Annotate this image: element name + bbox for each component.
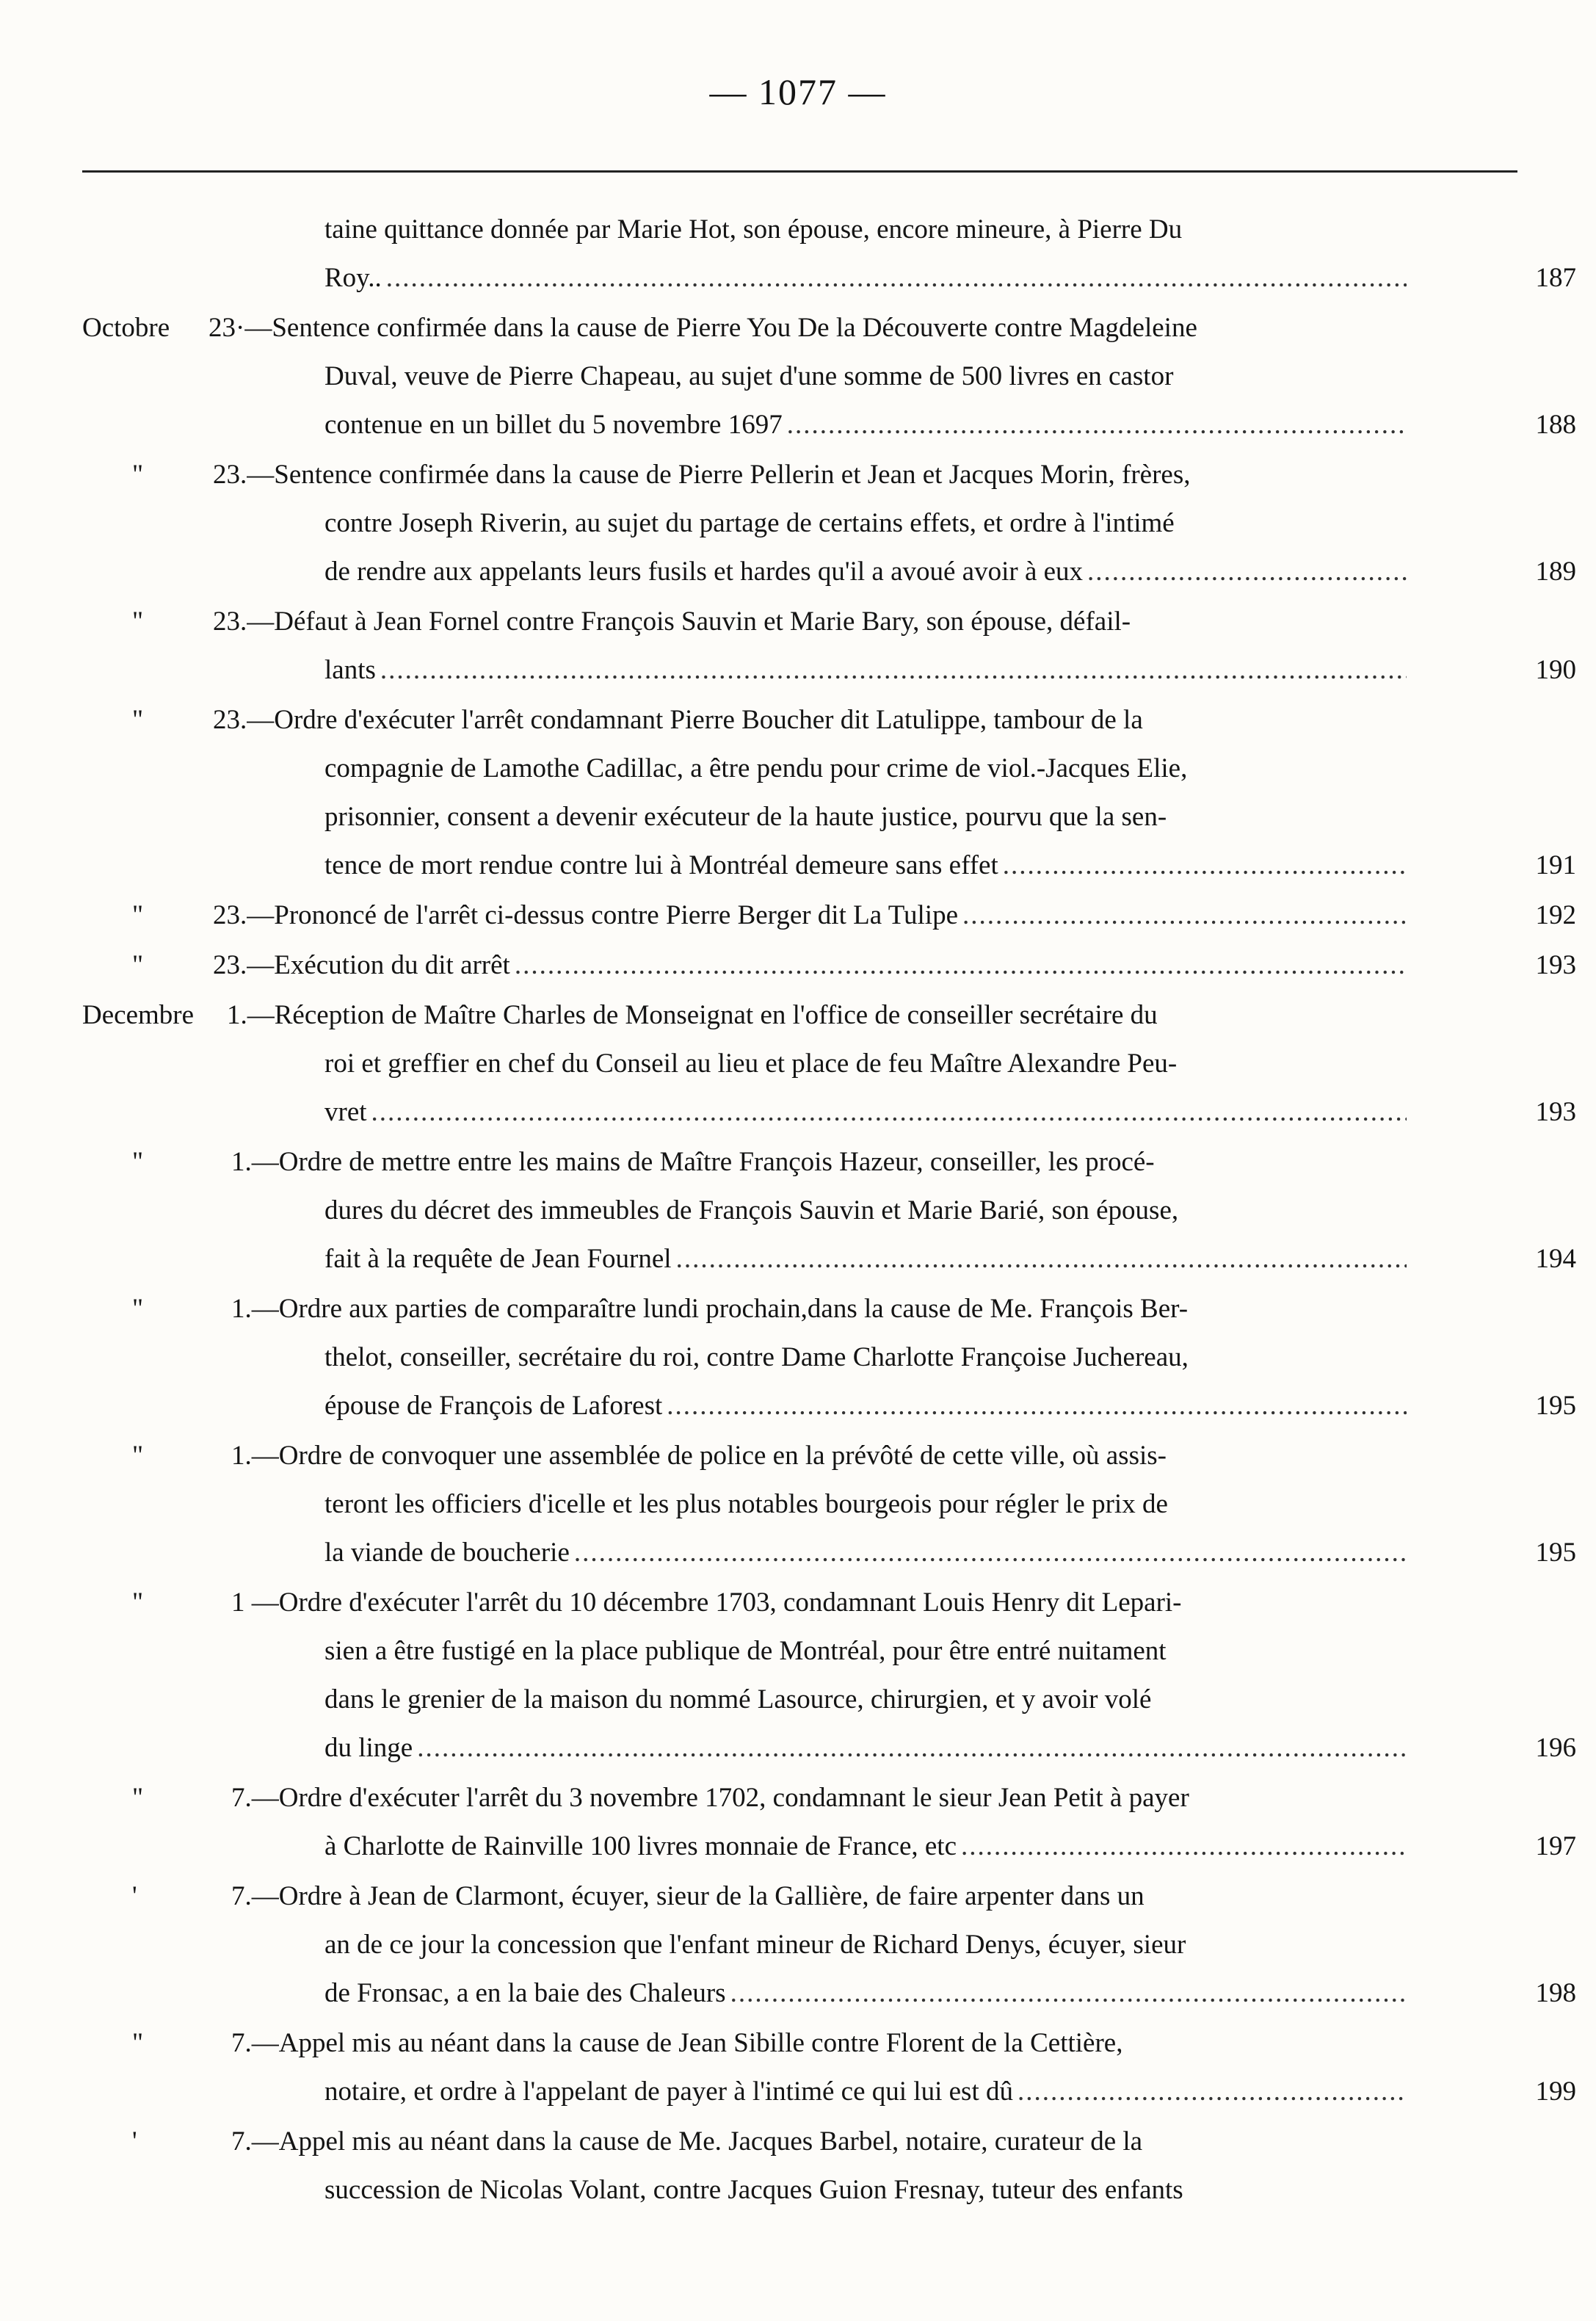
entry-lead-line: 1.—Ordre aux parties de comparaître lundi prochain,dans la cause de Me. François Ber- [231, 1294, 1189, 1324]
entry-last-line [324, 1382, 1576, 1430]
entry-line: compagnie de Lamothe Cadillac, a être pendu pour crime de viol.-Jacques Elie, [324, 753, 1188, 783]
page-reference: 187 [1535, 263, 1576, 293]
entry [82, 2118, 1517, 2215]
leader-dots [962, 891, 1406, 940]
ditto-mark: " [132, 1147, 144, 1177]
entry [82, 1432, 1576, 1577]
entry [82, 451, 1576, 596]
ditto-mark: ' [132, 2126, 137, 2157]
entry-line: taine quittance donnée par Marie Hot, son épouse, encore mineure, à Pierre Du [324, 214, 1183, 245]
entry-last-text: de rendre aux appelants leurs fusils et hardes qu'il a avoué avoir à eux [324, 557, 1084, 587]
ditto-mark: ' [132, 1881, 137, 1911]
entry-last-text: lants [324, 655, 376, 685]
entry [82, 1872, 1576, 2018]
ditto-mark: " [132, 705, 144, 735]
ditto-mark: " [132, 1441, 144, 1471]
entry-line: dures du décret des immeubles de François Sauvin et Marie Barié, son épouse, [324, 1195, 1179, 1225]
entry-last-line [324, 646, 1576, 695]
leader-dots [787, 401, 1407, 449]
entry-last-line [324, 401, 1576, 449]
entry-body [231, 1432, 1576, 1577]
page-reference: 188 [1535, 410, 1576, 440]
entry-last-line [324, 1529, 1576, 1577]
entry [82, 1138, 1576, 1283]
entry-last-text: notaire, et ordre à l'appelant de payer à l'intimé ce qui lui est dû [324, 2076, 1013, 2107]
entry-last-line [324, 1822, 1576, 1871]
entry-lead-line: 7.—Ordre d'exécuter l'arrêt du 3 novembre 1702, condamnant le sieur Jean Petit à payer [231, 1783, 1189, 1813]
entry-body [231, 1579, 1576, 1773]
entry [82, 1774, 1576, 1871]
ditto-mark: " [132, 1294, 144, 1324]
page-reference: 191 [1535, 850, 1576, 880]
leader-dots [515, 941, 1407, 990]
entry-last-line [324, 841, 1576, 890]
entry-last-text: fait à la requête de Jean Fournel [324, 1244, 672, 1274]
entry-last-line [324, 1088, 1576, 1137]
entry-last-text: de Fronsac, a en la baie des Chaleurs [324, 1978, 726, 2008]
page-reference: 192 [1535, 900, 1576, 930]
entry [82, 696, 1576, 890]
entry-lead-text: 23.—Exécution du dit arrêt [213, 950, 510, 980]
entry-body [231, 2019, 1576, 2116]
entry-last-text: tence de mort rendue contre lui à Montréal demeure sans effet [324, 850, 998, 880]
entry [82, 304, 1576, 449]
leader-dots [574, 1529, 1407, 1577]
entry [82, 991, 1576, 1137]
entry-line: prisonnier, consent a devenir exécuteur de la haute justice, pourvu que la sen- [324, 802, 1167, 832]
entry-lead-line: 23.—Sentence confirmée dans la cause de Pierre Pellerin et Jean et Jacques Morin, frères, [213, 460, 1191, 490]
entry-body [227, 991, 1576, 1137]
leader-dots [1003, 841, 1407, 890]
entry-month: Decembre [82, 1000, 195, 1030]
entry-body [213, 451, 1576, 596]
entry [82, 891, 1576, 940]
leader-dots [676, 1235, 1407, 1283]
entry-lead-line: 7.—Appel mis au néant dans la cause de Me. Jacques Barbel, notaire, curateur de la [231, 2126, 1143, 2157]
entry-lead-line: 7.—Appel mis au néant dans la cause de Jean Sibille contre Florent de la Cettière, [231, 2028, 1123, 2058]
entry-line: teront les officiers d'icelle et les plus notables bourgeois pour régler le prix de [324, 1489, 1168, 1519]
entry-last-text: vret [324, 1097, 367, 1127]
leader-dots [667, 1382, 1406, 1430]
entry-last-line [324, 2068, 1576, 2116]
ditto-mark: " [132, 606, 144, 637]
page-reference: 196 [1535, 1733, 1576, 1763]
entry-body [231, 2118, 1517, 2215]
leader-dots [417, 1724, 1406, 1773]
entry-lead-line: 7.—Ordre à Jean de Clarmont, écuyer, sieur de la Gallière, de faire arpenter dans un [231, 1881, 1145, 1911]
entry [82, 598, 1576, 695]
entry-line: an de ce jour la concession que l'enfant mineur de Richard Denys, écuyer, sieur [324, 1930, 1186, 1960]
entry-body [213, 941, 1576, 990]
ditto-mark: " [132, 950, 144, 980]
entry-lead-line: 1 —Ordre d'exécuter l'arrêt du 10 décembre 1703, condamnant Louis Henry dit Lepari- [231, 1587, 1182, 1618]
entry-body [231, 1285, 1576, 1430]
page-reference: 198 [1535, 1978, 1576, 2008]
entries-list [82, 206, 1576, 2216]
page-reference: 195 [1535, 1538, 1576, 1568]
entry-last-line [324, 1969, 1576, 2018]
entry-lead-line [213, 891, 1576, 940]
entry-last-text: contenue en un billet du 5 novembre 1697 [324, 410, 783, 440]
entry-last-text: à Charlotte de Rainville 100 livres monnaie de France, etc [324, 1831, 957, 1861]
entry-lead-line: 1.—Réception de Maître Charles de Monseignat en l'office de conseiller secrétaire du [227, 1000, 1158, 1030]
entry-last-text: Roy.. [324, 263, 382, 293]
entry-line: dans le grenier de la maison du nommé Lasource, chirurgien, et y avoir volé [324, 1684, 1152, 1715]
entry-line: Duval, veuve de Pierre Chapeau, au sujet d'une somme de 500 livres en castor [324, 361, 1174, 391]
ditto-mark: " [132, 460, 144, 490]
entry-month: Octobre [82, 313, 170, 343]
entry-last-line [324, 1235, 1576, 1283]
entry [82, 1579, 1576, 1773]
entry-last-line [324, 254, 1576, 303]
entry-line: thelot, conseiller, secrétaire du roi, contre Dame Charlotte Françoise Juchereau, [324, 1342, 1189, 1372]
entry-body [213, 696, 1576, 890]
entry-lead-line: 1.—Ordre de convoquer une assemblée de police en la prévôté de cette ville, où assis- [231, 1441, 1167, 1471]
page-reference: 199 [1535, 2076, 1576, 2107]
leader-dots [730, 1969, 1407, 2018]
entry-body [213, 598, 1576, 695]
entry-lead-line: 23·—Sentence confirmée dans la cause de Pierre You De la Découverte contre Magdeleine [208, 313, 1197, 343]
leader-dots [961, 1822, 1407, 1871]
ditto-mark: " [132, 1783, 144, 1813]
entry-body [324, 206, 1576, 303]
entry-lead-line: 23.—Défaut à Jean Fornel contre François Sauvin et Marie Bary, son épouse, défail- [213, 606, 1131, 637]
leader-dots [380, 646, 1407, 695]
page-reference: 193 [1535, 1097, 1576, 1127]
entry-body [231, 1138, 1576, 1283]
page-reference: 194 [1535, 1244, 1576, 1274]
page-number: — 1077 — [709, 71, 887, 112]
entry-line: contre Joseph Riverin, au sujet du partage de certains effets, et ordre à l'intimé [324, 508, 1175, 538]
entry-last-text: épouse de François de Laforest [324, 1391, 663, 1421]
ditto-mark: " [132, 900, 144, 930]
ditto-mark: " [132, 2028, 144, 2058]
page-reference: 189 [1535, 557, 1576, 587]
entry-body [231, 1872, 1576, 2018]
entry-last-text: la viande de boucherie [324, 1538, 570, 1568]
entry [82, 1285, 1576, 1430]
entry-lead-line: 23.—Ordre d'exécuter l'arrêt condamnant Pierre Boucher dit Latulippe, tambour de la [213, 705, 1143, 735]
page-reference: 193 [1535, 950, 1576, 980]
leader-dots [386, 254, 1407, 303]
entry-body [208, 304, 1576, 449]
entry-body [231, 1774, 1576, 1871]
page-reference: 197 [1535, 1831, 1576, 1861]
entry-last-text: du linge [324, 1733, 413, 1763]
entry-lead-line [213, 941, 1576, 990]
entry-line: succession de Nicolas Volant, contre Jacques Guion Fresnay, tuteur des enfants [324, 2175, 1183, 2205]
leader-dots [371, 1088, 1407, 1137]
entry [82, 2019, 1576, 2116]
entry [82, 206, 1576, 303]
header-rule [82, 170, 1517, 173]
entry-lead-line: 1.—Ordre de mettre entre les mains de Maître François Hazeur, conseiller, les procé- [231, 1147, 1155, 1177]
entry-lead-text: 23.—Prononcé de l'arrêt ci-dessus contre Pierre Berger dit La Tulipe [213, 900, 959, 930]
leader-dots [1087, 548, 1406, 596]
leader-dots [1018, 2068, 1407, 2116]
entry-line: roi et greffier en chef du Conseil au lieu et place de feu Maître Alexandre Peu- [324, 1049, 1178, 1079]
entry [82, 941, 1576, 990]
ditto-mark: " [132, 1587, 144, 1618]
entry-last-line [324, 1724, 1576, 1773]
entry-body [213, 891, 1576, 940]
entry-line: sien a être fustigé en la place publique de Montréal, pour être entré nuitament [324, 1636, 1167, 1666]
page-reference: 195 [1535, 1391, 1576, 1421]
page-reference: 190 [1535, 655, 1576, 685]
entry-last-line [324, 548, 1576, 596]
